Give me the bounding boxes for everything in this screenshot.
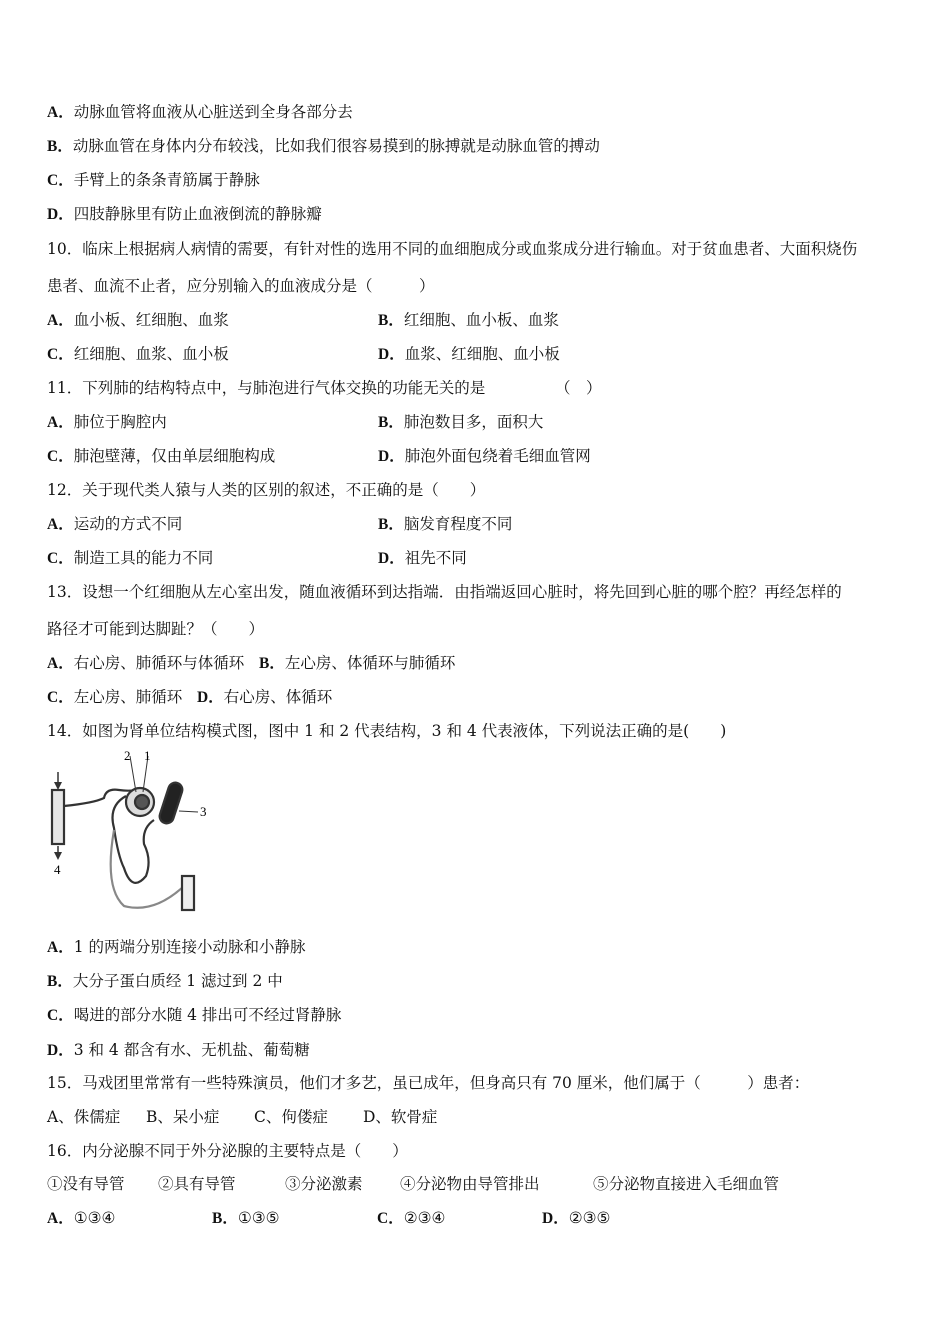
q9-option-b	[47, 136, 600, 157]
option-text: 左心房、肺循环	[73, 688, 183, 706]
option-label: B．	[47, 138, 73, 155]
q14-stem: 14．如图为肾单位结构模式图，图中 1 和 2 代表结构，3 和 4 代表液体，下列说法正确的是( )	[47, 722, 727, 740]
tubule-end	[182, 876, 194, 910]
option-text: 3 和 4 都含有水、无机盐、葡萄糖	[73, 1041, 310, 1059]
leader-2	[130, 756, 136, 792]
option-label: C．	[47, 550, 74, 567]
q13-stem-line1: 13．设想一个红细胞从左心室出发，随血液循环到达指端．由指端返回心脏时，将先回到心脏的哪个腔？再经怎样的	[47, 583, 842, 601]
option-text: ②③④	[403, 1209, 446, 1227]
q16-item-4: ④分泌物由导管排出	[400, 1175, 540, 1193]
q13-option-a	[47, 654, 244, 672]
q16-items	[47, 1174, 780, 1194]
q11-option-c	[47, 447, 275, 465]
option-text: 手臂上的条条青筋属于静脉	[73, 171, 260, 189]
q16-option-d	[542, 1208, 610, 1229]
q12-options-row2	[47, 548, 907, 569]
option-label: C．	[47, 448, 74, 465]
q15-option-c: C、佝偻症	[254, 1108, 328, 1126]
option-text: 动脉血管在身体内分布较浅，比如我们很容易摸到的脉搏就是动脉血管的搏动	[72, 137, 600, 155]
q10-option-a	[47, 311, 229, 329]
option-text: ①③④	[73, 1209, 116, 1227]
q10-option-b	[378, 310, 559, 331]
option-label: D．	[47, 206, 74, 223]
q16-stem: 16．内分泌腺不同于外分泌腺的主要特点是（ ）	[47, 1142, 408, 1160]
q10-option-c	[47, 345, 229, 363]
option-label: A．	[47, 312, 74, 329]
option-label: D．	[378, 550, 405, 567]
option-label: D．	[197, 689, 224, 706]
q11-option-b	[378, 412, 543, 433]
option-text: ①③⑤	[237, 1209, 280, 1227]
q12-option-b	[378, 514, 512, 535]
q9-option-c	[47, 170, 260, 191]
q13-options-row1	[47, 653, 455, 674]
option-text: 动脉血管将血液从心脏送到全身各部分去	[73, 103, 353, 121]
q10-stem-line1: 10．临床上根据病人病情的需要，有针对性的选用不同的血细胞成分或血浆成分进行输血。对于贫血患者、大面积烧伤	[47, 240, 858, 258]
option-text: 制造工具的能力不同	[73, 549, 214, 567]
option-text: 四肢静脉里有防止血液倒流的静脉瓣	[73, 205, 322, 223]
q12-option-d	[378, 548, 467, 569]
q11-option-d	[378, 446, 591, 467]
option-text: 肺位于胸腔内	[73, 413, 167, 431]
option-text: 肺泡壁薄，仅由单层细胞构成	[73, 447, 276, 465]
option-text: 血小板、红细胞、血浆	[73, 311, 229, 329]
q11-options-row2	[47, 446, 907, 467]
q13-option-d	[197, 688, 332, 706]
q16-item-5: ⑤分泌物直接进入毛细血管	[593, 1175, 780, 1193]
q10-option-d	[378, 344, 560, 365]
q15-option-d: D、软骨症	[363, 1108, 438, 1126]
q15-option-b: B、呆小症	[146, 1108, 220, 1126]
q12-options-row1	[47, 514, 907, 535]
blood-vessel	[158, 781, 184, 825]
leader-3	[179, 811, 198, 812]
q16-item-3: ③分泌激素	[285, 1175, 363, 1193]
nephron-diagram	[44, 748, 214, 912]
q14-option-d	[47, 1040, 310, 1061]
option-text: 血浆、红细胞、血小板	[404, 345, 560, 363]
option-text: 右心房、体循环	[223, 688, 333, 706]
q16-options	[47, 1208, 611, 1229]
q12-stem: 12．关于现代类人猿与人类的区别的叙述，不正确的是（ ）	[47, 481, 486, 499]
option-label: B．	[47, 973, 73, 990]
q9-option-a	[47, 102, 353, 123]
q14-option-b	[47, 971, 283, 992]
q16-option-a	[47, 1209, 115, 1227]
q12-option-a	[47, 515, 182, 533]
q14-option-a	[47, 937, 306, 958]
option-text: 脑发育程度不同	[403, 515, 513, 533]
q16-item-1: ①没有导管	[47, 1175, 125, 1193]
q10-stem-line2: 患者、血流不止者，应分别输入的血液成分是（ ）	[47, 277, 435, 295]
inflow-arrow-head	[54, 782, 62, 790]
option-label: A．	[47, 414, 74, 431]
option-label: C．	[47, 1007, 74, 1024]
option-label: A．	[47, 104, 74, 121]
figure-label-3: 3	[200, 804, 207, 819]
option-text: 喝进的部分水随 4 排出可不经过肾静脉	[73, 1006, 342, 1024]
option-text: 红细胞、血浆、血小板	[73, 345, 229, 363]
q13-option-c	[47, 688, 182, 706]
option-label: D．	[542, 1210, 569, 1227]
q16-item-2: ②具有导管	[158, 1175, 236, 1193]
q15-option-a: A、侏儒症	[47, 1108, 121, 1126]
q13-stem-line2: 路径才可能到达脚趾？（ ）	[47, 620, 265, 638]
option-label: B．	[378, 414, 404, 431]
option-label: D．	[378, 448, 405, 465]
option-label: D．	[378, 346, 405, 363]
figure-label-4: 4	[54, 862, 61, 877]
option-label: A．	[47, 939, 74, 956]
outflow-arrow-head	[54, 852, 62, 860]
option-label: B．	[378, 516, 404, 533]
option-label: B．	[259, 655, 285, 672]
option-text: ②③⑤	[568, 1209, 611, 1227]
option-label: B．	[378, 312, 404, 329]
option-label: B．	[212, 1210, 238, 1227]
option-text: 右心房、肺循环与体循环	[73, 654, 245, 672]
glomerulus	[135, 795, 149, 809]
q13-option-b	[259, 654, 455, 672]
option-text: 肺泡外面包绕着毛细血管网	[404, 447, 591, 465]
option-label: A．	[47, 655, 74, 672]
option-text: 大分子蛋白质经 1 滤过到 2 中	[72, 972, 283, 990]
q11-stem: 11．下列肺的结构特点中，与肺泡进行气体交换的功能无关的是 （ ）	[47, 379, 602, 397]
option-text: 左心房、体循环与肺循环	[284, 654, 456, 672]
option-label: C．	[377, 1210, 404, 1227]
figure-label-1: 1	[144, 748, 151, 763]
option-label: C．	[47, 689, 74, 706]
q15-stem: 15．马戏团里常常有一些特殊演员，他们才多艺，虽已成年，但身高只有 70 厘米，他们属于（ ）患者：	[47, 1074, 810, 1092]
q11-options-row1	[47, 412, 907, 433]
option-text: 红细胞、血小板、血浆	[403, 311, 559, 329]
q9-option-d	[47, 204, 322, 225]
option-label: D．	[47, 1042, 74, 1059]
option-text: 运动的方式不同	[73, 515, 183, 533]
option-label: A．	[47, 516, 74, 533]
q16-option-c	[377, 1208, 445, 1229]
option-text: 1 的两端分别连接小动脉和小静脉	[73, 938, 306, 956]
option-text: 肺泡数目多，面积大	[403, 413, 544, 431]
option-label: C．	[47, 172, 74, 189]
q11-option-a	[47, 413, 167, 431]
option-label: C．	[47, 346, 74, 363]
q14-option-c	[47, 1005, 341, 1026]
q12-option-c	[47, 549, 213, 567]
q15-options	[47, 1107, 438, 1127]
collecting-duct	[52, 790, 64, 844]
q10-options-row1	[47, 310, 907, 331]
q13-options-row2	[47, 687, 332, 708]
figure-label-2: 2	[124, 748, 131, 763]
q10-options-row2	[47, 344, 907, 365]
option-label: A．	[47, 1210, 74, 1227]
option-text: 祖先不同	[404, 549, 467, 567]
q16-option-b	[212, 1208, 280, 1229]
